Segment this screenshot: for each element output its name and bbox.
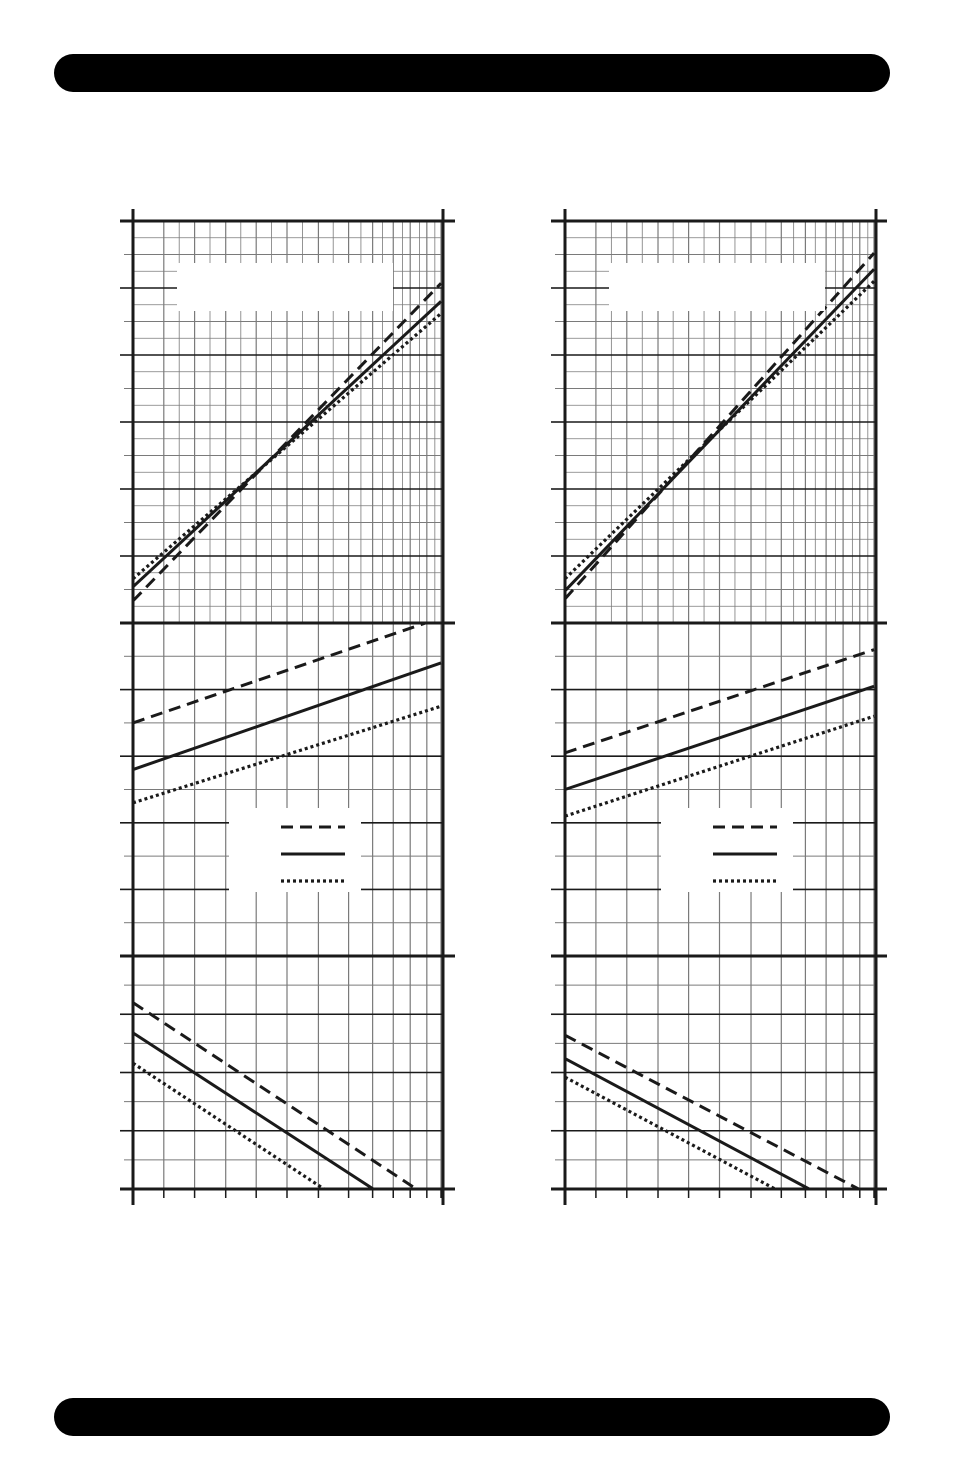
series-line-dashed bbox=[133, 1003, 416, 1189]
series-line-solid bbox=[565, 1059, 809, 1189]
legend bbox=[661, 808, 793, 892]
panel-bottom bbox=[120, 956, 455, 1189]
series-line-dotted bbox=[133, 1063, 324, 1189]
series-line-dotted bbox=[565, 1077, 775, 1189]
label-box-top bbox=[177, 263, 393, 311]
panel-middle bbox=[120, 623, 455, 956]
chart-2 bbox=[551, 209, 887, 1205]
series-line-solid bbox=[133, 1033, 373, 1189]
panel-bottom bbox=[551, 956, 887, 1189]
series-line-dashed bbox=[133, 623, 426, 723]
label-box-top bbox=[609, 263, 825, 311]
panel-middle bbox=[551, 623, 887, 956]
chart-1 bbox=[120, 209, 455, 1205]
legend bbox=[229, 808, 361, 892]
series-line-dashed bbox=[565, 1035, 859, 1189]
